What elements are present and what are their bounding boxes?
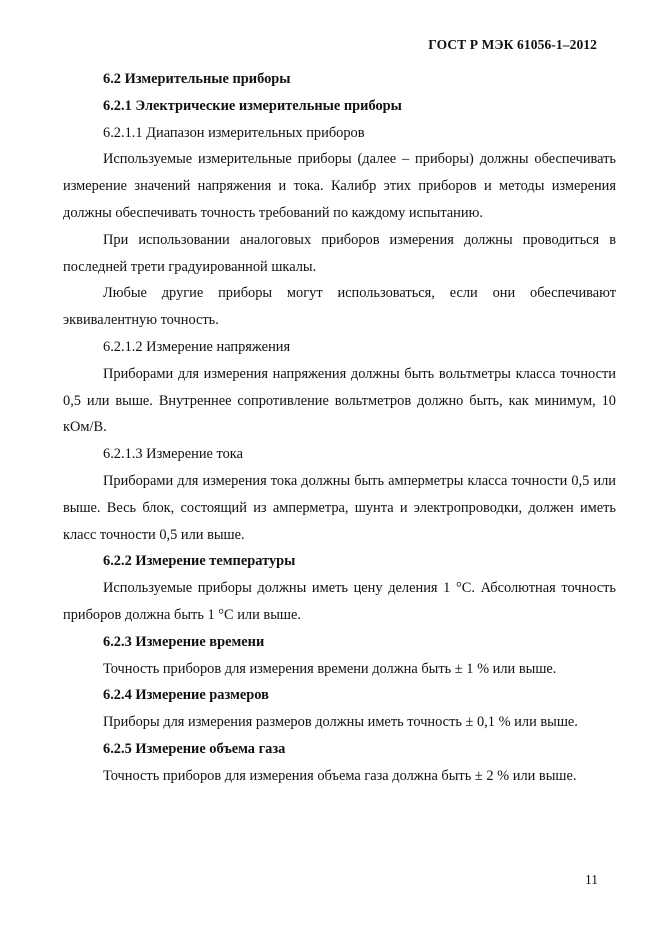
section-6-2-3-heading: 6.2.3 Измерение времени <box>103 633 265 650</box>
section-6-2-1-heading: 6.2.1 Электрические измерительные приборы <box>103 97 402 114</box>
section-6-2-heading: 6.2 Измерительные приборы <box>103 71 291 87</box>
document-body <box>63 66 616 790</box>
section-6-2-1-3-heading: 6.2.1.3 Измерение тока <box>103 446 243 463</box>
paragraph-6-2-1-1-3: Любые другие приборы могут использоваться, если они обеспечивают эквивалентную точность. <box>63 285 616 329</box>
section-6-2-4-heading: 6.2.4 Измерение размеров <box>103 687 269 704</box>
paragraph-6-2-2: Используемые приборы должны иметь цену деления 1 °С. Абсолютная точность приборов должна быть 1 °С или выше. <box>63 580 616 623</box>
paragraph-6-2-1-3: Приборами для измерения тока должны быть амперметры класса точности 0,5 или выше. Весь блок, состоящий из амперметра, шунта и электропроводки, должен иметь класс точности 0,5 или выше. <box>63 472 616 543</box>
paragraph-6-2-3: Точность приборов для измерения времени должна быть ± 1 % или выше. <box>103 660 557 677</box>
document-code-header: ГОСТ Р МЭК 61056-1–2012 <box>428 37 597 52</box>
section-6-2-2-heading: 6.2.2 Измерение температуры <box>103 553 296 570</box>
paragraph-6-2-4: Приборы для измерения размеров должны иметь точность ± 0,1 % или выше. <box>103 714 578 731</box>
paragraph-6-2-1-2: Приборами для измерения напряжения должны быть вольтметры класса точности 0,5 или выше. Внутреннее сопротивление вольтметров должно быть, как минимум, 10 кОм/В. <box>63 365 616 436</box>
section-6-2-1-2-heading: 6.2.1.2 Измерение напряжения <box>103 338 291 355</box>
section-6-2-1-1-heading: 6.2.1.1 Диапазон измерительных приборов <box>103 124 365 141</box>
paragraph-6-2-5: Точность приборов для измерения объема газа должна быть ± 2 % или выше. <box>103 767 577 784</box>
page-number: 11 <box>585 872 598 887</box>
section-6-2-5-heading: 6.2.5 Измерение объема газа <box>103 740 286 757</box>
paragraph-6-2-1-1-1: Используемые измерительные приборы (далее – приборы) должны обеспечивать измерение значений напряжения и тока. Калибр этих приборов и методы измерения должны обеспечивать точность требований по каждому испытанию. <box>63 151 616 221</box>
paragraph-6-2-1-1-2: При использовании аналоговых приборов измерения должны проводиться в последней трети градуированной шкалы. <box>63 231 616 275</box>
